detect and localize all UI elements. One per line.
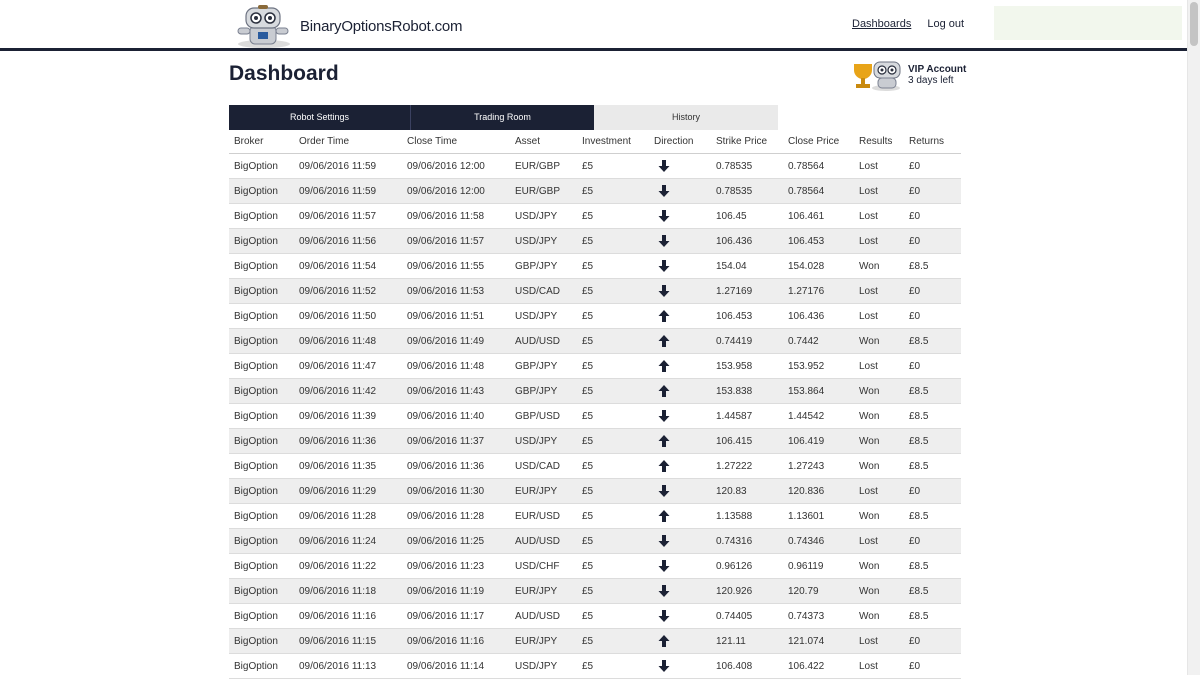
cell-close-time: 09/06/2016 11:49: [407, 335, 485, 347]
cell-strike-price: 0.74419: [716, 335, 753, 347]
cell-asset: USD/JPY: [515, 310, 558, 322]
column-header-strike-price: Strike Price: [716, 136, 768, 147]
logo-text: BinaryOptionsRobot.com: [300, 18, 463, 35]
cell-asset: EUR/GBP: [515, 185, 561, 197]
table-row: [229, 654, 961, 679]
cell-order-time: 09/06/2016 11:24: [299, 535, 377, 547]
cell-result: Won: [859, 585, 880, 597]
cell-strike-price: 121.11: [716, 635, 746, 647]
cell-order-time: 09/06/2016 11:56: [299, 235, 377, 247]
nav-logout-link[interactable]: Log out: [927, 18, 965, 30]
cell-asset: EUR/USD: [515, 510, 561, 522]
cell-return: £0: [909, 485, 921, 497]
cell-return: £0: [909, 210, 921, 222]
cell-investment: £5: [582, 560, 594, 572]
cell-asset: USD/JPY: [515, 435, 558, 447]
cell-result: Lost: [859, 210, 878, 222]
cell-result: Won: [859, 260, 880, 272]
cell-broker: BigOption: [234, 510, 278, 522]
page-title: Dashboard: [229, 62, 339, 85]
cell-result: Lost: [859, 160, 878, 172]
cell-result: Lost: [859, 635, 878, 647]
cell-return: £8.5: [909, 460, 929, 472]
table-row: [229, 204, 961, 229]
site-header: [0, 0, 1188, 51]
cell-close-time: 09/06/2016 11:53: [407, 285, 485, 297]
cell-direction: [649, 309, 711, 323]
table-row: [229, 529, 961, 554]
table-row: [229, 279, 961, 304]
cell-order-time: 09/06/2016 11:18: [299, 585, 377, 597]
cell-return: £8.5: [909, 385, 929, 397]
cell-broker: BigOption: [234, 160, 278, 172]
cell-asset: USD/JPY: [515, 660, 558, 672]
cell-close-time: 09/06/2016 11:16: [407, 635, 485, 647]
cell-close-price: 1.13601: [788, 510, 825, 522]
site-logo[interactable]: [232, 4, 462, 48]
cell-return: £0: [909, 160, 921, 172]
cell-order-time: 09/06/2016 11:52: [299, 285, 377, 297]
cell-return: £0: [909, 285, 921, 297]
cell-investment: £5: [582, 260, 594, 272]
cell-investment: £5: [582, 385, 594, 397]
cell-order-time: 09/06/2016 11:16: [299, 610, 377, 622]
cell-close-price: 0.74373: [788, 610, 825, 622]
cell-asset: USD/CHF: [515, 560, 560, 572]
cell-asset: EUR/JPY: [515, 585, 558, 597]
cell-strike-price: 120.926: [716, 585, 753, 597]
cell-asset: EUR/GBP: [515, 160, 561, 172]
cell-direction: [649, 634, 711, 648]
cell-direction: [649, 509, 711, 523]
cell-strike-price: 0.74405: [716, 610, 753, 622]
cell-asset: GBP/USD: [515, 410, 561, 422]
cell-investment: £5: [582, 160, 594, 172]
arrow-up-icon: [658, 384, 670, 398]
table-row: [229, 379, 961, 404]
cell-result: Lost: [859, 285, 878, 297]
table-row: [229, 554, 961, 579]
cell-close-price: 0.78564: [788, 160, 825, 172]
cell-asset: GBP/JPY: [515, 385, 558, 397]
cell-investment: £5: [582, 635, 594, 647]
nav-dashboards-link[interactable]: Dashboards: [852, 18, 912, 30]
column-header-returns: Returns: [909, 136, 945, 147]
cell-strike-price: 0.96126: [716, 560, 753, 572]
cell-asset: AUD/USD: [515, 535, 561, 547]
arrow-down-icon: [658, 534, 670, 548]
cell-close-price: 0.7442: [788, 335, 819, 347]
cell-investment: £5: [582, 485, 594, 497]
dashboard-tabs: [229, 105, 778, 130]
cell-close-time: 09/06/2016 11:36: [407, 460, 485, 472]
cell-result: Won: [859, 560, 880, 572]
cell-strike-price: 0.74316: [716, 535, 753, 547]
cell-close-price: 0.74346: [788, 535, 825, 547]
cell-strike-price: 1.44587: [716, 410, 753, 422]
arrow-down-icon: [658, 284, 670, 298]
cell-asset: AUD/USD: [515, 610, 561, 622]
cell-strike-price: 106.436: [716, 235, 753, 247]
cell-return: £0: [909, 360, 921, 372]
cell-return: £0: [909, 235, 921, 247]
tab-robot-settings[interactable]: Robot Settings: [229, 105, 410, 130]
cell-order-time: 09/06/2016 11:47: [299, 360, 377, 372]
arrow-down-icon: [658, 584, 670, 598]
arrow-down-icon: [658, 184, 670, 198]
table-row: [229, 479, 961, 504]
cell-direction: [649, 659, 711, 673]
cell-asset: EUR/JPY: [515, 635, 558, 647]
cell-strike-price: 106.45: [716, 210, 747, 222]
cell-investment: £5: [582, 285, 594, 297]
cell-close-price: 153.864: [788, 385, 825, 397]
cell-close-time: 09/06/2016 11:30: [407, 485, 485, 497]
table-row: [229, 429, 961, 454]
cell-broker: BigOption: [234, 560, 278, 572]
cell-return: £0: [909, 635, 921, 647]
cell-investment: £5: [582, 410, 594, 422]
arrow-down-icon: [658, 159, 670, 173]
cell-investment: £5: [582, 610, 594, 622]
cell-order-time: 09/06/2016 11:48: [299, 335, 377, 347]
cell-asset: GBP/JPY: [515, 360, 558, 372]
column-header-asset: Asset: [515, 136, 541, 147]
arrow-up-icon: [658, 459, 670, 473]
cell-order-time: 09/06/2016 11:50: [299, 310, 377, 322]
table-row: [229, 604, 961, 629]
cell-close-time: 09/06/2016 11:57: [407, 235, 485, 247]
cell-asset: USD/JPY: [515, 210, 558, 222]
cell-investment: £5: [582, 335, 594, 347]
cell-order-time: 09/06/2016 11:59: [299, 185, 377, 197]
cell-close-time: 09/06/2016 11:40: [407, 410, 485, 422]
cell-return: £0: [909, 310, 921, 322]
cell-broker: BigOption: [234, 210, 278, 222]
table-row: [229, 579, 961, 604]
arrow-down-icon: [658, 484, 670, 498]
cell-close-price: 1.44542: [788, 410, 825, 422]
cell-order-time: 09/06/2016 11:13: [299, 660, 377, 672]
cell-strike-price: 106.453: [716, 310, 753, 322]
table-row: [229, 329, 961, 354]
column-header-order-time: Order Time: [299, 136, 350, 147]
vip-days-left: 3 days left: [908, 75, 954, 86]
arrow-down-icon: [658, 409, 670, 423]
cell-close-price: 1.27176: [788, 285, 825, 297]
arrow-up-icon: [658, 334, 670, 348]
cell-close-price: 154.028: [788, 260, 825, 272]
history-table: [229, 130, 961, 679]
cell-asset: EUR/JPY: [515, 485, 558, 497]
vip-account-title: VIP Account: [908, 64, 967, 75]
cell-close-price: 120.79: [788, 585, 819, 597]
cell-close-price: 106.422: [788, 660, 825, 672]
cell-result: Won: [859, 435, 880, 447]
column-header-results: Results: [859, 136, 893, 147]
cell-result: Lost: [859, 485, 878, 497]
page-scrollbar[interactable]: [1187, 0, 1200, 675]
column-header-investment: Investment: [582, 136, 631, 147]
cell-strike-price: 1.27169: [716, 285, 753, 297]
table-header-row: [229, 130, 961, 154]
cell-investment: £5: [582, 460, 594, 472]
cell-direction: [649, 484, 711, 498]
cell-order-time: 09/06/2016 11:39: [299, 410, 377, 422]
table-row: [229, 254, 961, 279]
arrow-up-icon: [658, 309, 670, 323]
cell-broker: BigOption: [234, 535, 278, 547]
cell-close-price: 106.453: [788, 235, 825, 247]
cell-close-price: 106.419: [788, 435, 825, 447]
cell-order-time: 09/06/2016 11:54: [299, 260, 377, 272]
cell-return: £8.5: [909, 585, 929, 597]
cell-close-time: 09/06/2016 11:48: [407, 360, 485, 372]
arrow-down-icon: [658, 559, 670, 573]
cell-broker: BigOption: [234, 310, 278, 322]
cell-strike-price: 153.838: [716, 385, 753, 397]
cell-close-price: 121.074: [788, 635, 825, 647]
cell-close-time: 09/06/2016 11:14: [407, 660, 485, 672]
cell-direction: [649, 434, 711, 448]
cell-investment: £5: [582, 510, 594, 522]
cell-close-time: 09/06/2016 11:43: [407, 385, 485, 397]
table-row: [229, 629, 961, 654]
table-row: [229, 179, 961, 204]
cell-broker: BigOption: [234, 235, 278, 247]
arrow-down-icon: [658, 234, 670, 248]
cell-strike-price: 1.13588: [716, 510, 753, 522]
cell-direction: [649, 609, 711, 623]
column-header-broker: Broker: [234, 136, 264, 147]
cell-investment: £5: [582, 435, 594, 447]
cell-close-price: 106.436: [788, 310, 825, 322]
cell-strike-price: 153.958: [716, 360, 753, 372]
cell-result: Lost: [859, 535, 878, 547]
cell-close-price: 0.78564: [788, 185, 825, 197]
cell-close-time: 09/06/2016 11:23: [407, 560, 485, 572]
cell-close-time: 09/06/2016 11:25: [407, 535, 485, 547]
cell-investment: £5: [582, 210, 594, 222]
cell-asset: USD/JPY: [515, 235, 558, 247]
cell-direction: [649, 184, 711, 198]
cell-broker: BigOption: [234, 435, 278, 447]
cell-broker: BigOption: [234, 335, 278, 347]
cell-close-time: 09/06/2016 11:28: [407, 510, 485, 522]
table-row: [229, 354, 961, 379]
cell-return: £8.5: [909, 410, 929, 422]
cell-close-time: 09/06/2016 12:00: [407, 160, 485, 172]
cell-result: Lost: [859, 185, 878, 197]
trophy-robot-icon: [850, 58, 904, 92]
cell-close-time: 09/06/2016 11:37: [407, 435, 485, 447]
arrow-up-icon: [658, 434, 670, 448]
notification-banner: [994, 6, 1182, 40]
column-header-close-price: Close Price: [788, 136, 840, 147]
cell-return: £0: [909, 185, 921, 197]
cell-asset: USD/CAD: [515, 460, 561, 472]
cell-asset: USD/CAD: [515, 285, 561, 297]
table-body: [229, 154, 961, 679]
cell-strike-price: 0.78535: [716, 160, 753, 172]
cell-direction: [649, 559, 711, 573]
column-header-close-time: Close Time: [407, 136, 458, 147]
cell-direction: [649, 334, 711, 348]
cell-direction: [649, 384, 711, 398]
cell-close-price: 106.461: [788, 210, 825, 222]
cell-order-time: 09/06/2016 11:22: [299, 560, 377, 572]
cell-order-time: 09/06/2016 11:42: [299, 385, 377, 397]
cell-broker: BigOption: [234, 610, 278, 622]
cell-strike-price: 106.408: [716, 660, 753, 672]
arrow-up-icon: [658, 634, 670, 648]
cell-return: £8.5: [909, 335, 929, 347]
cell-close-time: 09/06/2016 12:00: [407, 185, 485, 197]
cell-broker: BigOption: [234, 460, 278, 472]
table-row: [229, 229, 961, 254]
cell-direction: [649, 534, 711, 548]
cell-result: Won: [859, 610, 880, 622]
table-row: [229, 504, 961, 529]
cell-broker: BigOption: [234, 360, 278, 372]
cell-direction: [649, 259, 711, 273]
cell-result: Won: [859, 410, 880, 422]
cell-strike-price: 120.83: [716, 485, 747, 497]
cell-return: £0: [909, 660, 921, 672]
cell-return: £8.5: [909, 610, 929, 622]
cell-return: £8.5: [909, 510, 929, 522]
cell-close-price: 120.836: [788, 485, 825, 497]
robot-logo-icon: [232, 4, 298, 48]
cell-broker: BigOption: [234, 585, 278, 597]
cell-direction: [649, 359, 711, 373]
cell-investment: £5: [582, 185, 594, 197]
cell-broker: BigOption: [234, 285, 278, 297]
scrollbar-thumb[interactable]: [1190, 2, 1198, 46]
cell-broker: BigOption: [234, 410, 278, 422]
cell-result: Lost: [859, 235, 878, 247]
cell-order-time: 09/06/2016 11:29: [299, 485, 377, 497]
cell-direction: [649, 209, 711, 223]
cell-close-time: 09/06/2016 11:17: [407, 610, 485, 622]
cell-broker: BigOption: [234, 635, 278, 647]
cell-return: £8.5: [909, 435, 929, 447]
cell-result: Lost: [859, 310, 878, 322]
cell-direction: [649, 284, 711, 298]
cell-investment: £5: [582, 585, 594, 597]
cell-broker: BigOption: [234, 385, 278, 397]
cell-result: Lost: [859, 660, 878, 672]
cell-close-time: 09/06/2016 11:55: [407, 260, 485, 272]
table-row: [229, 454, 961, 479]
arrow-up-icon: [658, 509, 670, 523]
cell-order-time: 09/06/2016 11:28: [299, 510, 377, 522]
cell-close-time: 09/06/2016 11:19: [407, 585, 485, 597]
cell-broker: BigOption: [234, 485, 278, 497]
vip-account-badge: [850, 58, 966, 92]
cell-strike-price: 0.78535: [716, 185, 753, 197]
cell-broker: BigOption: [234, 260, 278, 272]
cell-result: Lost: [859, 360, 878, 372]
cell-close-price: 1.27243: [788, 460, 825, 472]
cell-investment: £5: [582, 310, 594, 322]
cell-strike-price: 154.04: [716, 260, 747, 272]
table-row: [229, 404, 961, 429]
cell-asset: AUD/USD: [515, 335, 561, 347]
cell-investment: £5: [582, 235, 594, 247]
cell-order-time: 09/06/2016 11:36: [299, 435, 377, 447]
cell-close-price: 0.96119: [788, 560, 824, 572]
cell-strike-price: 1.27222: [716, 460, 753, 472]
cell-result: Won: [859, 460, 880, 472]
arrow-down-icon: [658, 259, 670, 273]
cell-close-time: 09/06/2016 11:51: [407, 310, 485, 322]
cell-result: Won: [859, 385, 880, 397]
cell-return: £8.5: [909, 260, 929, 272]
table-row: [229, 304, 961, 329]
cell-broker: BigOption: [234, 185, 278, 197]
cell-investment: £5: [582, 535, 594, 547]
cell-order-time: 09/06/2016 11:35: [299, 460, 377, 472]
tab-trading-room[interactable]: Trading Room: [410, 105, 594, 130]
cell-order-time: 09/06/2016 11:59: [299, 160, 377, 172]
cell-investment: £5: [582, 360, 594, 372]
cell-order-time: 09/06/2016 11:57: [299, 210, 377, 222]
cell-direction: [649, 459, 711, 473]
cell-result: Won: [859, 335, 880, 347]
top-nav: [852, 18, 964, 30]
cell-strike-price: 106.415: [716, 435, 753, 447]
cell-close-time: 09/06/2016 11:58: [407, 210, 485, 222]
cell-return: £0: [909, 535, 921, 547]
cell-result: Won: [859, 510, 880, 522]
cell-direction: [649, 584, 711, 598]
tab-history[interactable]: History: [594, 105, 778, 130]
table-row: [229, 154, 961, 179]
cell-direction: [649, 159, 711, 173]
arrow-down-icon: [658, 209, 670, 223]
cell-order-time: 09/06/2016 11:15: [299, 635, 377, 647]
column-header-direction: Direction: [654, 136, 694, 147]
cell-investment: £5: [582, 660, 594, 672]
cell-direction: [649, 409, 711, 423]
cell-close-price: 153.952: [788, 360, 825, 372]
arrow-down-icon: [658, 659, 670, 673]
cell-asset: GBP/JPY: [515, 260, 558, 272]
cell-direction: [649, 234, 711, 248]
arrow-up-icon: [658, 359, 670, 373]
cell-return: £8.5: [909, 560, 929, 572]
arrow-down-icon: [658, 609, 670, 623]
cell-broker: BigOption: [234, 660, 278, 672]
